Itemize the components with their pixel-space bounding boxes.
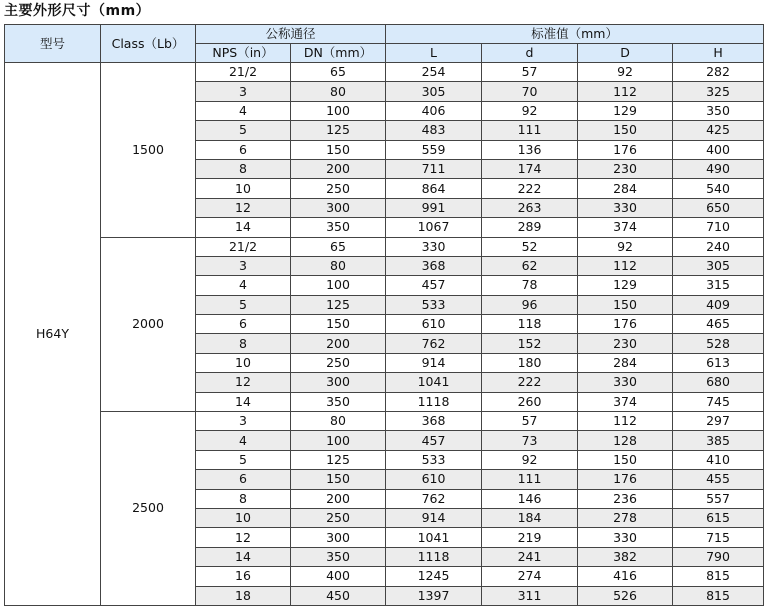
cell-d-large: 176: [578, 140, 673, 159]
cell-nps: 5: [196, 295, 291, 314]
cell-h: 710: [673, 218, 764, 237]
cell-l: 1118: [386, 547, 482, 566]
cell-d-small: 62: [482, 256, 578, 275]
cell-d-large: 92: [578, 237, 673, 256]
cell-h: 282: [673, 63, 764, 82]
cell-d-large: 382: [578, 547, 673, 566]
cell-d-large: 112: [578, 412, 673, 431]
cell-d-large: 526: [578, 586, 673, 605]
cell-nps: 16: [196, 567, 291, 586]
cell-nps: 6: [196, 140, 291, 159]
cell-nps: 10: [196, 179, 291, 198]
cell-d-small: 222: [482, 179, 578, 198]
cell-l: 610: [386, 315, 482, 334]
cell-nps: 18: [196, 586, 291, 605]
cell-nps: 6: [196, 470, 291, 489]
cell-dn: 350: [291, 392, 386, 411]
cell-h: 455: [673, 470, 764, 489]
cell-d-large: 128: [578, 431, 673, 450]
cell-d-large: 112: [578, 82, 673, 101]
cell-nps: 4: [196, 431, 291, 450]
cell-d-large: 150: [578, 121, 673, 140]
cell-l: 1397: [386, 586, 482, 605]
cell-nps: 12: [196, 373, 291, 392]
cell-h: 815: [673, 567, 764, 586]
cell-nps: 3: [196, 412, 291, 431]
cell-nps: 14: [196, 392, 291, 411]
header-standard-values: 标准值（mm）: [386, 25, 764, 44]
cell-d-large: 374: [578, 218, 673, 237]
cell-l: 305: [386, 82, 482, 101]
header-dn: DN（mm）: [291, 44, 386, 63]
cell-dn: 80: [291, 82, 386, 101]
cell-h: 650: [673, 198, 764, 217]
cell-h: 540: [673, 179, 764, 198]
cell-h: 715: [673, 528, 764, 547]
cell-l: 457: [386, 276, 482, 295]
cell-nps: 8: [196, 334, 291, 353]
cell-nps: 14: [196, 547, 291, 566]
cell-h: 350: [673, 101, 764, 120]
cell-l: 610: [386, 470, 482, 489]
cell-l: 1041: [386, 528, 482, 547]
cell-d-small: 174: [482, 159, 578, 178]
cell-nps: 10: [196, 353, 291, 372]
cell-d-small: 92: [482, 101, 578, 120]
cell-nps: 12: [196, 198, 291, 217]
cell-h: 528: [673, 334, 764, 353]
cell-l: 1041: [386, 373, 482, 392]
cell-d-small: 184: [482, 508, 578, 527]
cell-d-small: 222: [482, 373, 578, 392]
cell-nps: 6: [196, 315, 291, 334]
cell-d-large: 150: [578, 295, 673, 314]
cell-d-small: 180: [482, 353, 578, 372]
cell-l: 1245: [386, 567, 482, 586]
cell-dn: 300: [291, 373, 386, 392]
header-d-large: D: [578, 44, 673, 63]
cell-l: 991: [386, 198, 482, 217]
cell-l: 330: [386, 237, 482, 256]
cell-h: 790: [673, 547, 764, 566]
cell-l: 762: [386, 334, 482, 353]
cell-dn: 200: [291, 334, 386, 353]
cell-nps: 8: [196, 489, 291, 508]
cell-l: 457: [386, 431, 482, 450]
cell-dn: 65: [291, 237, 386, 256]
cell-d-large: 330: [578, 198, 673, 217]
cell-l: 864: [386, 179, 482, 198]
cell-d-large: 330: [578, 528, 673, 547]
cell-dn: 100: [291, 431, 386, 450]
cell-l: 533: [386, 450, 482, 469]
cell-h: 615: [673, 508, 764, 527]
cell-dn: 450: [291, 586, 386, 605]
cell-d-small: 219: [482, 528, 578, 547]
cell-h: 557: [673, 489, 764, 508]
cell-l: 1067: [386, 218, 482, 237]
cell-dn: 125: [291, 121, 386, 140]
cell-d-large: 129: [578, 101, 673, 120]
cell-l: 406: [386, 101, 482, 120]
cell-d-large: 236: [578, 489, 673, 508]
cell-dn: 125: [291, 450, 386, 469]
header-d-small: d: [482, 44, 578, 63]
cell-dn: 150: [291, 470, 386, 489]
cell-nps: 3: [196, 256, 291, 275]
cell-nps: 5: [196, 450, 291, 469]
cell-h: 400: [673, 140, 764, 159]
cell-dn: 350: [291, 547, 386, 566]
cell-l: 711: [386, 159, 482, 178]
page-title: 主要外形尺寸（mm）: [4, 3, 151, 19]
cell-nps: 10: [196, 508, 291, 527]
cell-d-small: 52: [482, 237, 578, 256]
cell-l: 914: [386, 508, 482, 527]
cell-d-small: 70: [482, 82, 578, 101]
cell-d-large: 176: [578, 315, 673, 334]
cell-d-large: 330: [578, 373, 673, 392]
cell-l: 914: [386, 353, 482, 372]
cell-d-small: 152: [482, 334, 578, 353]
cell-d-large: 112: [578, 256, 673, 275]
cell-h: 325: [673, 82, 764, 101]
cell-d-large: 230: [578, 159, 673, 178]
cell-l: 368: [386, 412, 482, 431]
model-cell: H64Y: [5, 63, 101, 606]
cell-h: 305: [673, 256, 764, 275]
cell-l: 1118: [386, 392, 482, 411]
dimensions-table: [4, 24, 764, 606]
cell-d-large: 284: [578, 179, 673, 198]
cell-dn: 200: [291, 489, 386, 508]
class-cell: 1500: [101, 63, 196, 238]
cell-nps: 4: [196, 276, 291, 295]
cell-h: 410: [673, 450, 764, 469]
header-l: L: [386, 44, 482, 63]
cell-d-small: 274: [482, 567, 578, 586]
cell-nps: 14: [196, 218, 291, 237]
cell-d-small: 241: [482, 547, 578, 566]
cell-h: 240: [673, 237, 764, 256]
cell-d-small: 260: [482, 392, 578, 411]
cell-d-large: 129: [578, 276, 673, 295]
table-row: [5, 412, 764, 431]
cell-nps: 3: [196, 82, 291, 101]
cell-h: 385: [673, 431, 764, 450]
cell-dn: 80: [291, 256, 386, 275]
cell-d-large: 92: [578, 63, 673, 82]
cell-d-small: 111: [482, 121, 578, 140]
cell-dn: 65: [291, 63, 386, 82]
cell-h: 297: [673, 412, 764, 431]
cell-nps: 8: [196, 159, 291, 178]
cell-d-small: 96: [482, 295, 578, 314]
cell-d-small: 289: [482, 218, 578, 237]
cell-h: 315: [673, 276, 764, 295]
cell-l: 368: [386, 256, 482, 275]
cell-l: 762: [386, 489, 482, 508]
cell-dn: 100: [291, 101, 386, 120]
cell-nps: 4: [196, 101, 291, 120]
header-nps: NPS（in）: [196, 44, 291, 63]
cell-dn: 125: [291, 295, 386, 314]
cell-dn: 150: [291, 315, 386, 334]
cell-d-large: 278: [578, 508, 673, 527]
cell-h: 425: [673, 121, 764, 140]
cell-dn: 100: [291, 276, 386, 295]
cell-d-small: 73: [482, 431, 578, 450]
cell-l: 533: [386, 295, 482, 314]
cell-dn: 250: [291, 353, 386, 372]
cell-h: 409: [673, 295, 764, 314]
cell-dn: 300: [291, 528, 386, 547]
cell-h: 490: [673, 159, 764, 178]
cell-d-small: 111: [482, 470, 578, 489]
cell-dn: 200: [291, 159, 386, 178]
cell-l: 254: [386, 63, 482, 82]
header-model: 型号: [5, 25, 101, 63]
table-row: [5, 63, 764, 82]
cell-d-large: 230: [578, 334, 673, 353]
cell-d-small: 146: [482, 489, 578, 508]
header-class: Class（Lb）: [101, 25, 196, 63]
cell-d-small: 57: [482, 63, 578, 82]
cell-dn: 300: [291, 198, 386, 217]
cell-l: 559: [386, 140, 482, 159]
cell-dn: 400: [291, 567, 386, 586]
cell-d-small: 92: [482, 450, 578, 469]
cell-d-small: 136: [482, 140, 578, 159]
cell-nps: 12: [196, 528, 291, 547]
cell-d-large: 374: [578, 392, 673, 411]
cell-d-small: 263: [482, 198, 578, 217]
cell-nps: 21/2: [196, 63, 291, 82]
cell-h: 815: [673, 586, 764, 605]
cell-nps: 21/2: [196, 237, 291, 256]
cell-d-large: 150: [578, 450, 673, 469]
cell-dn: 150: [291, 140, 386, 159]
cell-nps: 5: [196, 121, 291, 140]
cell-dn: 350: [291, 218, 386, 237]
cell-d-large: 416: [578, 567, 673, 586]
cell-d-small: 118: [482, 315, 578, 334]
class-cell: 2500: [101, 412, 196, 606]
cell-h: 745: [673, 392, 764, 411]
cell-l: 483: [386, 121, 482, 140]
cell-h: 680: [673, 373, 764, 392]
cell-dn: 80: [291, 412, 386, 431]
cell-d-large: 284: [578, 353, 673, 372]
table-row: [5, 237, 764, 256]
class-cell: 2000: [101, 237, 196, 412]
cell-d-small: 311: [482, 586, 578, 605]
cell-dn: 250: [291, 508, 386, 527]
cell-h: 613: [673, 353, 764, 372]
cell-d-small: 57: [482, 412, 578, 431]
header-h: H: [673, 44, 764, 63]
cell-d-large: 176: [578, 470, 673, 489]
table-body: [5, 63, 764, 606]
cell-h: 465: [673, 315, 764, 334]
cell-dn: 250: [291, 179, 386, 198]
cell-d-small: 78: [482, 276, 578, 295]
table-header: [5, 25, 764, 63]
header-nominal-size: 公称通径: [196, 25, 386, 44]
